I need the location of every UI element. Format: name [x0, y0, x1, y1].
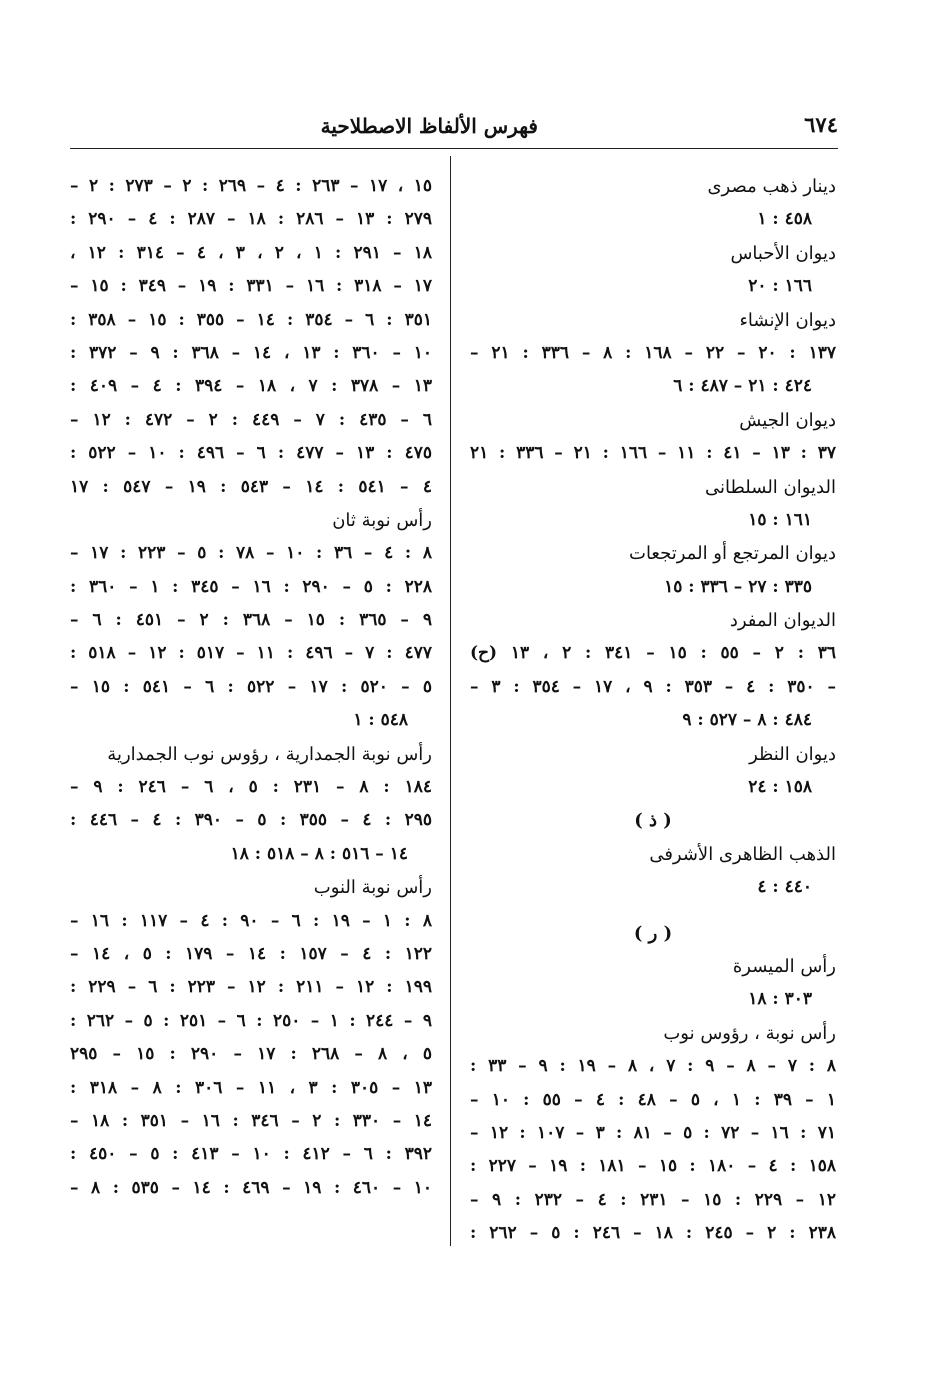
- column-divider: [450, 156, 451, 1246]
- index-term: دينار ذهب مصرى: [707, 176, 836, 197]
- page-reference: ٩ – ٢٤٤ : ١ – ٢٥٠ : ٦ – ٢٥١ : ٥ – ٢٦٢ :: [70, 1010, 432, 1031]
- letter-heading: ( ر ): [633, 922, 673, 944]
- page-reference: – ٣٥٠ : ٤ – ٣٥٣ : ٩ ، ١٧ – ٣٥٤ : ٣ –: [470, 676, 836, 697]
- page-reference: ١٦٦ : ٢٠: [748, 276, 812, 297]
- index-term: الذهب الظاهرى الأشرفى: [649, 843, 836, 865]
- index-term: ديوان النظر: [749, 743, 836, 765]
- page-reference: ٨ : ٤ – ٣٦ : ١٠ – ٧٨ : ٥ – ٢٢٣ : ١٧ –: [70, 543, 432, 564]
- page-reference: ٤٧٧ : ٧ – ٤٩٦ : ١١ – ٥١٧ : ١٢ – ٥١٨ :: [70, 643, 432, 664]
- page-reference: ٨ : ٧ – ٨ – ٩ : ٧ ، ٨ – ١٩ : ٩ – ٣٣ :: [470, 1056, 836, 1077]
- index-term: رأس الميسرة: [732, 955, 836, 977]
- index-term: رأس نوبة النوب: [313, 877, 432, 899]
- running-title: فهرس الألفاظ الاصطلاحية: [320, 114, 538, 138]
- page-reference: ١ – ٣٩ : ١ ، ٥ – ٤٨ : ٤ – ٥٥ : ١٠ –: [470, 1089, 836, 1110]
- page-reference: ٢٩٥ : ٤ – ٣٥٥ : ٥ – ٣٩٠ : ٤ – ٤٤٦ :: [70, 810, 432, 831]
- page-reference: ١٠ – ٣٦٠ : ١٣ ، ١٤ – ٣٦٨ : ٩ – ٣٧٢ :: [70, 342, 432, 363]
- index-term: ديوان الجيش: [739, 409, 836, 431]
- page-reference: ١٢٢ : ٤ – ١٥٧ : ١٤ – ١٧٩ : ٥ ، ١٤ –: [70, 943, 432, 964]
- page-reference: ٤٢٤ : ٢١ – ٤٨٧ : ٦: [673, 376, 812, 397]
- page-reference: ٣٣٥ : ٢٧ – ٣٣٦ : ١٥: [664, 576, 812, 597]
- page-reference: ٣٧ : ١٣ – ٤١ : ١١ – ١٦٦ : ٢١ – ٣٣٦ : ٢١: [470, 443, 836, 464]
- index-term: ديوان المرتجع أو المرتجعات: [629, 543, 836, 565]
- page-reference: ١٨٤ : ٨ – ٢٣١ : ٥ ، ٦ – ٢٤٦ : ٩ –: [70, 777, 432, 798]
- index-term: ديوان الإنشاء: [739, 309, 836, 331]
- page-reference: ١٧ – ٣١٨ : ١٦ – ٣٣١ : ١٩ – ٣٤٩ : ١٥ –: [70, 276, 432, 297]
- page-reference: ٣٩٢ : ٦ – ٤١٢ : ١٠ – ٤١٣ : ٥ – ٤٥٠ :: [70, 1144, 432, 1165]
- page-reference: ١٠ – ٤٦٠ : ١٩ – ٤٦٩ : ١٤ – ٥٣٥ : ٨ –: [70, 1177, 432, 1198]
- page-reference: ٨ : ١ – ١٩ : ٦ – ٩٠ : ٤ – ١١٧ : ١٦ –: [70, 910, 432, 931]
- page-reference: ٥ – ٥٢٠ : ١٧ – ٥٢٢ : ٦ – ٥٤١ : ١٥ –: [70, 676, 432, 697]
- page-reference: ٢٣٨ : ٢ – ٢٤٥ : ١٨ – ٢٤٦ : ٥ – ٢٦٢ :: [470, 1223, 836, 1244]
- spacer: [470, 905, 836, 917]
- index-term: رأس نوبة الجمدارية ، رؤوس نوب الجمدارية: [107, 743, 432, 765]
- page-number: ٦٧٤: [804, 112, 838, 137]
- left-column: [70, 170, 432, 1205]
- page-reference: ٤٨٤ : ٨ – ٥٢٧ : ٩: [682, 710, 812, 731]
- letter-heading: ( ذ ): [634, 810, 672, 832]
- header-rule: [70, 148, 838, 149]
- page-reference: ١٤ – ٥١٦ : ٨ – ٥١٨ : ١٨: [230, 843, 408, 864]
- page-reference: ١٦١ : ١٥: [748, 509, 812, 530]
- page-reference: ٤٧٥ : ١٣ – ٤٧٧ : ٦ – ٤٩٦ : ١٠ – ٥٢٢ :: [70, 443, 432, 464]
- page-reference: ١٣٧ : ٢٠ – ٢٢ – ١٦٨ : ٨ – ٣٣٦ : ٢١ –: [470, 342, 836, 363]
- page-reference: ٤ – ٥٤١ : ١٤ – ٥٤٣ : ١٩ – ٥٤٧ : ١٧: [70, 476, 432, 497]
- page-reference: ١٥٨ : ٤ – ١٨٠ : ١٥ – ١٨١ : ١٩ – ٢٢٧ :: [470, 1156, 836, 1177]
- page-reference: ١٣ – ٣٧٨ : ٧ ، ١٨ – ٣٩٤ : ٤ – ٤٠٩ :: [70, 376, 432, 397]
- page-reference: ١٩٩ : ١٢ – ٢١١ : ١٢ – ٢٢٣ : ٦ – ٢٢٩ :: [70, 977, 432, 998]
- page-reference: ١٨ – ٢٩١ : ١ ، ٢ ، ٣ ، ٤ – ٣١٤ : ١٢ ،: [70, 242, 432, 263]
- page-reference: ١٢ – ٢٢٩ : ١٥ – ٢٣١ : ٤ – ٢٣٢ : ٩ –: [470, 1189, 836, 1210]
- page-reference: ٩ – ٣٦٥ : ١٥ – ٣٦٨ : ٢ – ٤٥١ : ٦ –: [70, 610, 432, 631]
- page-reference: ٤٤٠ : ٤: [757, 877, 812, 898]
- page-reference: ٧١ : ١٦ – ٧٢ : ٥ – ٨١ : ٣ – ١٠٧ : ١٢ –: [470, 1122, 836, 1143]
- index-term: ديوان الأحباس: [730, 242, 836, 264]
- index-term: الديوان السلطانى: [705, 476, 836, 498]
- page-reference: ١٣ – ٣٠٥ : ٣ ، ١١ – ٣٠٦ : ٨ – ٣١٨ :: [70, 1077, 432, 1098]
- page-reference: ٦ – ٤٣٥ : ٧ – ٤٤٩ : ٢ – ٤٧٢ : ١٢ –: [70, 409, 432, 430]
- page-reference: ٥ ، ٨ – ٢٦٨ : ١٧ – ٢٩٠ : ١٥ – ٢٩٥: [70, 1044, 432, 1065]
- page-reference: ٣٥١ : ٦ – ٣٥٤ : ١٤ – ٣٥٥ : ١٥ – ٣٥٨ :: [70, 309, 432, 330]
- page-reference: ٢٧٩ : ١٣ – ٢٨٦ : ١٨ – ٢٨٧ : ٤ – ٢٩٠ :: [70, 209, 432, 230]
- page-reference: ٢٢٨ : ٥ – ٢٩٠ : ١٦ – ٣٤٥ : ١ – ٣٦٠ :: [70, 576, 432, 597]
- page-reference: ٥٤٨ : ١: [353, 710, 408, 731]
- index-term: رأس نوبة ثان: [332, 509, 432, 531]
- page-reference: ٣٠٣ : ١٨: [748, 989, 812, 1010]
- page-reference: ١٤ – ٣٣٠ : ٢ – ٣٤٦ : ١٦ – ٣٥١ : ١٨ –: [70, 1110, 432, 1131]
- page-reference: ١٥٨ : ٢٤: [748, 777, 812, 798]
- right-column: [470, 170, 836, 1251]
- page-reference: ٤٥٨ : ١: [757, 209, 812, 230]
- index-term: رأس نوبة ، رؤوس نوب: [663, 1022, 836, 1044]
- index-term: الديوان المفرد: [729, 610, 836, 632]
- page-header: [70, 112, 838, 148]
- page-reference: ١٥ ، ١٧ – ٢٦٣ : ٤ – ٢٦٩ : ٢ – ٢٧٣ : ٢ –: [70, 176, 432, 196]
- page-reference: ٣٦ : ٢ – ٥٥ : ١٥ – ٣٤١ : ٢ ، ١٣ (ح): [470, 643, 836, 664]
